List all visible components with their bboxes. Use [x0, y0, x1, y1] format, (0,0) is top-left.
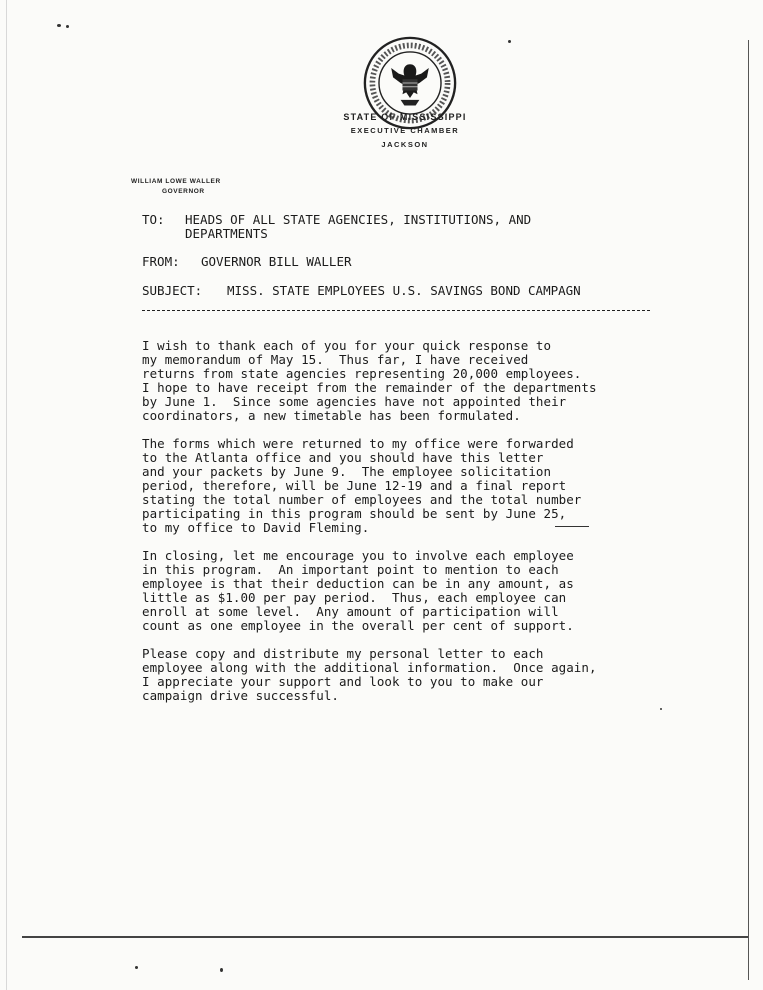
- scan-speck: [66, 25, 69, 28]
- to-recipients-line2: DEPARTMENTS: [185, 226, 268, 241]
- scan-speck: [135, 966, 138, 969]
- letterhead-city: JACKSON: [381, 140, 429, 149]
- body-paragraph-2: The forms which were returned to my office were forwarded to the Atlanta office and you should have this letter and your packets by June 9. The employee solicitation period, therefore, will be June 12-19 and a final report stating the total number of employees and the total number participating in this program should be sent by June 25, to my office to David Fleming.: [142, 436, 582, 535]
- governor-title: GOVERNOR: [162, 188, 205, 195]
- subject-label: SUBJECT:: [142, 283, 203, 298]
- to-label: TO:: [142, 212, 165, 227]
- letterhead-office: EXECUTIVE CHAMBER: [350, 126, 460, 135]
- scan-speck: [57, 24, 61, 27]
- letterhead-state: STATE OF MISSISSIPPI: [343, 112, 467, 122]
- scan-speck: [220, 968, 223, 972]
- from-sender: GOVERNOR BILL WALLER: [201, 254, 352, 269]
- scan-speck: [508, 40, 511, 43]
- bottom-border-line: [22, 936, 748, 938]
- body-paragraph-1: I wish to thank each of you for your quick response to my memorandum of May 15. Thus far, I have received returns from state agencies representing 20,000 employees. I hope to have receipt from the remainder of the departments by June 1. Since some agencies have not appointed their coordinators, a new timetable has been formulated.: [142, 338, 597, 423]
- governor-name: WILLIAM LOWE WALLER: [131, 178, 221, 185]
- from-label: FROM:: [142, 254, 180, 269]
- scan-speck: [660, 708, 662, 710]
- right-border-line: [748, 40, 749, 980]
- page-edge: [6, 0, 7, 990]
- body-paragraph-3: In closing, let me encourage you to involve each employee in this program. An important point to mention to each employee is that their deduction can be in any amount, as little as $1.00 per pay period. Thus, each employee can enroll at some level. Any amount of participation will count as one employee in the overall per cent of support.: [142, 548, 574, 633]
- subject-text: MISS. STATE EMPLOYEES U.S. SAVINGS BOND CAMPAGN: [227, 283, 581, 298]
- body-paragraph-4: Please copy and distribute my personal letter to each employee along with the additional information. Once again, I appreciate your support and look to you to make our campaign drive successful.: [142, 646, 597, 703]
- to-recipients-line1: HEADS OF ALL STATE AGENCIES, INSTITUTIONS, AND: [185, 212, 532, 227]
- handwritten-mark: [555, 526, 589, 527]
- header-divider: [142, 310, 650, 311]
